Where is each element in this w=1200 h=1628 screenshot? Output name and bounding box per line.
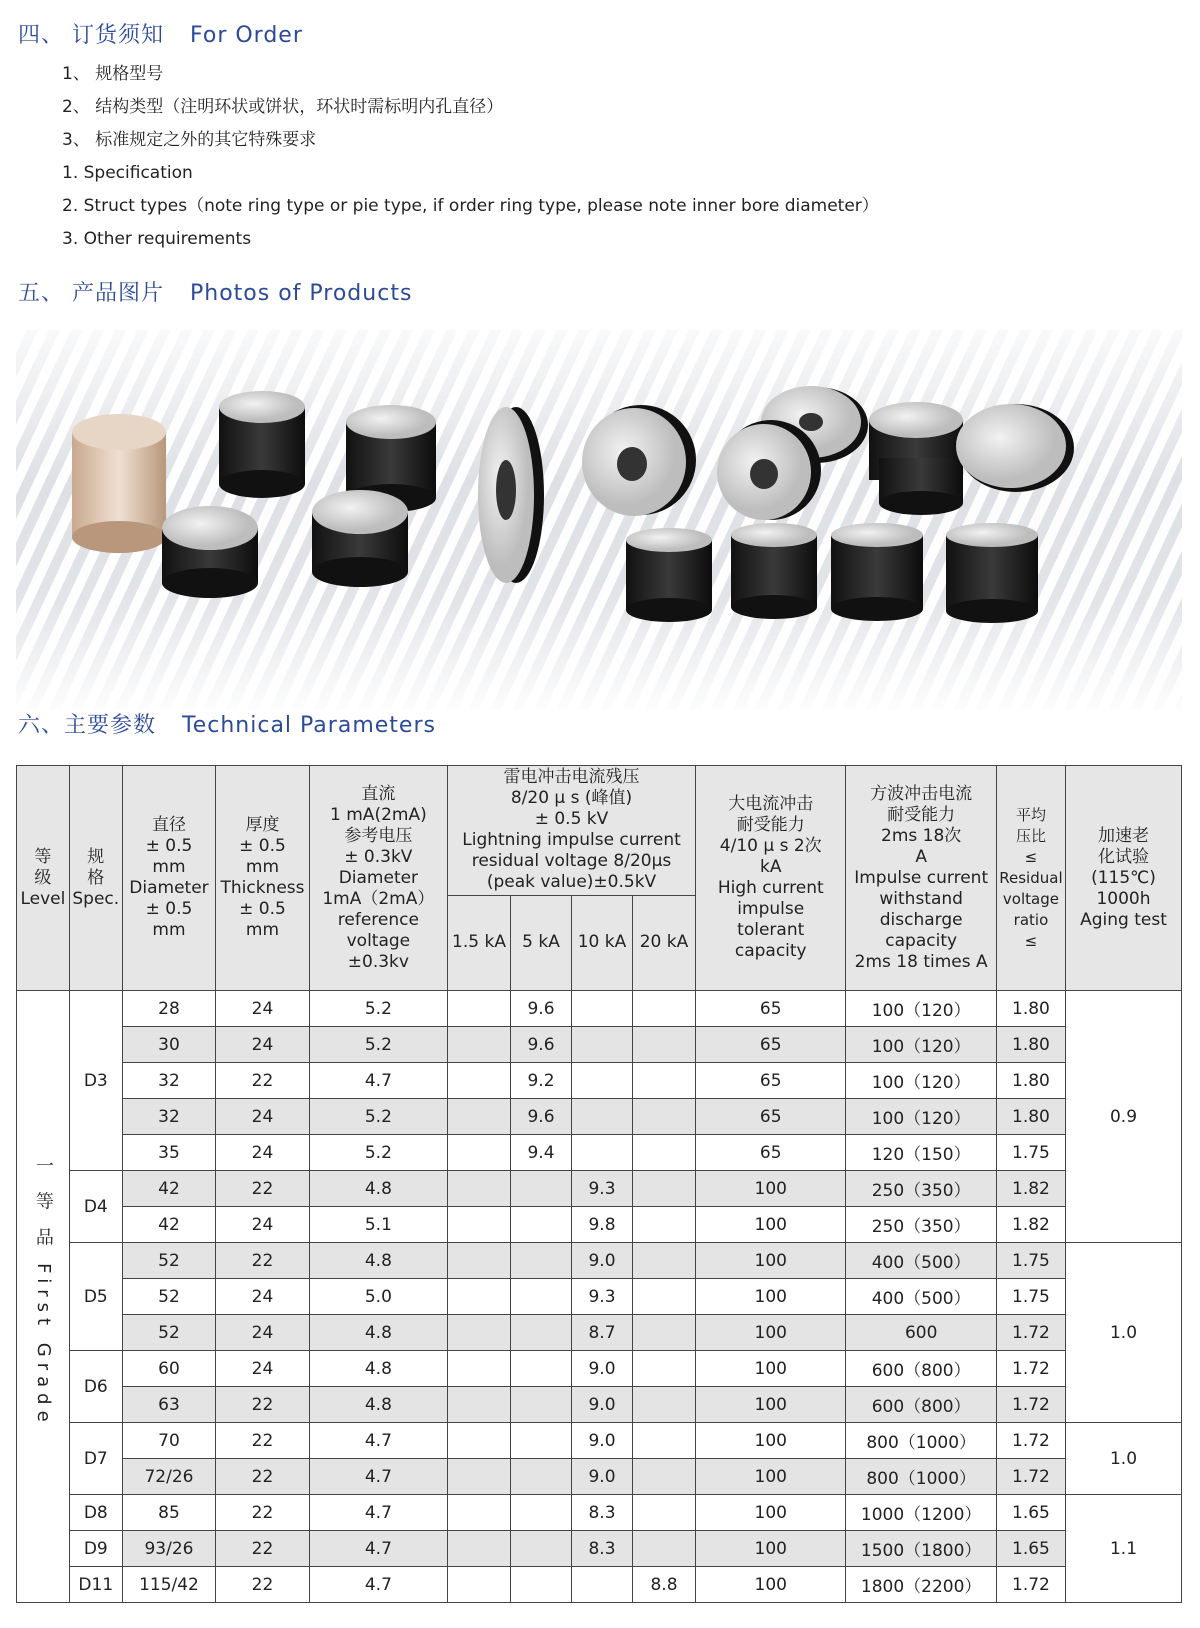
table-cell: 30 [122,1027,216,1063]
header-diameter [122,766,216,991]
spec-cell: D8 [69,1495,122,1531]
table-cell [632,1531,695,1567]
table-row [17,1567,1182,1603]
header-10ka: 10 kA [572,895,633,990]
header-line: Aging test [1080,909,1167,930]
table-cell: 4.7 [309,1459,447,1495]
header-line: ± 0.5 kV [534,809,609,830]
header-line: ± 0.5 [145,836,193,856]
table-cell [448,1351,511,1387]
table-cell: 52 [122,1279,216,1315]
list-item: 3. Other requirements [62,229,252,249]
table-cell: 52 [122,1315,216,1351]
list-item: 3、 标准规定之外的其它特殊要求 [62,130,317,150]
table-row [17,1351,1182,1387]
header-line: Diameter [129,878,209,898]
header-20ka: 20 kA [632,895,695,990]
header-line: 压比 [1015,826,1046,845]
table-cell [448,1099,511,1135]
table-cell: 800（1000） [846,1459,996,1495]
header-line: capacity [885,930,958,951]
table-cell: 1.75 [996,1135,1065,1171]
table-cell: 5.2 [309,1099,447,1135]
order-title-en: For Order [190,23,303,48]
list-item: 1、 规格型号 [62,64,164,84]
header-line: 等 [34,846,52,867]
header-line: kA [759,857,782,877]
header-level [17,766,70,991]
table-cell [511,1243,572,1279]
table-cell: 22 [216,1423,310,1459]
spec-cell: D4 [69,1171,122,1243]
table-row [17,1531,1182,1567]
header-line: 大电流冲击 [728,794,814,814]
table-cell: 1.65 [996,1531,1065,1567]
table-cell [448,1063,511,1099]
table-cell: 24 [216,1279,310,1315]
header-line: A [915,846,927,867]
header-line: 耐受能力 [736,815,805,835]
spec-cell: D6 [69,1351,122,1423]
header-1-5ka: 1.5 kA [448,895,511,990]
table-row [17,1279,1182,1315]
table-cell: 4.8 [309,1243,447,1279]
header-line: residual voltage 8/20μs [471,851,672,872]
header-line: 耐受能力 [887,804,956,825]
order-list [62,58,879,256]
table-cell [511,1315,572,1351]
table-cell: 1.82 [996,1171,1065,1207]
table-row [17,1459,1182,1495]
table-cell: 100 [696,1279,846,1315]
table-cell: 65 [696,1027,846,1063]
table-cell [632,1063,695,1099]
table-cell: 1.65 [996,1495,1065,1531]
table-cell: 100（120） [846,991,996,1027]
header-line: Diameter [338,867,419,888]
table-cell: 1.82 [996,1207,1065,1243]
table-cell: 9.6 [511,991,572,1027]
aging-cell: 1.0 [1066,1423,1182,1495]
table-cell: 100（120） [846,1063,996,1099]
header-aging [1066,766,1182,991]
table-cell [572,1135,633,1171]
table-cell [572,1099,633,1135]
table-row [17,1423,1182,1459]
table-cell: 4.7 [309,1063,447,1099]
table-cell: 22 [216,1171,310,1207]
table-cell: 5.2 [309,1135,447,1171]
header-line: 8/20 μ s (峰值) [510,788,633,809]
table-cell: 1800（2200） [846,1567,996,1603]
header-line: 雷电冲击电流残压 [503,767,640,788]
table-cell [448,1207,511,1243]
table-cell: 100 [696,1315,846,1351]
table-cell: 100 [696,1171,846,1207]
header-high-current [696,766,846,991]
table-cell: 8.3 [572,1495,633,1531]
table-cell: 9.4 [511,1135,572,1171]
header-line: 直径 [151,815,186,835]
level-label: 一 等 品 First Grade [32,1156,54,1428]
table-cell: 32 [122,1063,216,1099]
photos-title-cn: 五、 产品图片 [18,281,164,306]
table-cell: 22 [216,1567,310,1603]
table-cell: 8.8 [632,1567,695,1603]
table-cell: 65 [696,1099,846,1135]
header-line: 直流 [361,783,396,804]
header-line: withstand [879,888,963,909]
table-cell: 52 [122,1243,216,1279]
table-cell: 24 [216,1027,310,1063]
header-line: capacity [734,941,807,961]
list-item: 2. Struct types（note ring type or pie type, if order ring type, please note inner bore diameter） [62,196,879,216]
table-row [17,1135,1182,1171]
list-item: 1. Specification [62,163,193,183]
table-row [17,1027,1182,1063]
table-cell: 400（500） [846,1243,996,1279]
table-cell [572,1567,633,1603]
table-row [17,1099,1182,1135]
header-line: ±0.3kv [347,951,409,972]
table-cell: 1500（1800） [846,1531,996,1567]
table-cell: 22 [216,1459,310,1495]
product-photo-illustration [16,380,1182,710]
header-line: 2ms 18 times A [854,951,988,972]
table-cell [448,1495,511,1531]
header-ratio [996,766,1065,991]
table-cell [448,1171,511,1207]
table-cell: 1.80 [996,1099,1065,1135]
table-cell [572,991,633,1027]
table-cell: 100 [696,1351,846,1387]
table-cell: 115/42 [122,1567,216,1603]
table-cell: 4.8 [309,1351,447,1387]
spec-cell: D7 [69,1423,122,1495]
header-line: 级 [34,867,52,888]
table-cell: 1.75 [996,1243,1065,1279]
table-cell: 5.2 [309,991,447,1027]
table-cell [572,1027,633,1063]
table-cell: 5.2 [309,1027,447,1063]
table-cell: 70 [122,1423,216,1459]
table-cell: 100 [696,1423,846,1459]
header-line: ± 0.5 [239,836,286,856]
table-cell: 1.75 [996,1279,1065,1315]
table-cell: 9.0 [572,1351,633,1387]
header-line: 平均 [1015,805,1046,824]
table-cell: 1.72 [996,1387,1065,1423]
header-line: 4/10 μ s 2次 [719,836,822,856]
table-cell: 22 [216,1531,310,1567]
header-line: Thickness [220,878,305,898]
aging-cell: 0.9 [1066,991,1182,1243]
table-cell [632,1423,695,1459]
table-cell: 5.1 [309,1207,447,1243]
table-cell: 9.3 [572,1279,633,1315]
header-line: ± 0.5 [239,899,286,919]
header-line: 方波冲击电流 [870,783,973,804]
table-cell: 24 [216,1351,310,1387]
header-line: ratio [1013,910,1049,929]
header-line: ± 0.3kV [344,846,413,867]
list-item: 2、 结构类型（注明环状或饼状，环状时需标明内孔直径） [62,97,504,117]
table-row [17,1171,1182,1207]
header-line: tolerant [737,920,805,940]
order-section-title [18,18,303,49]
header-spec [69,766,122,991]
header-line: mm [245,920,280,940]
table-cell: 1.72 [996,1351,1065,1387]
table-cell [448,1567,511,1603]
header-dc-voltage [309,766,447,991]
header-line: Spec. [72,888,120,909]
table-cell [632,1279,695,1315]
header-line: Residual [999,868,1063,887]
table-cell: 65 [696,1063,846,1099]
table-cell [448,991,511,1027]
header-line: Impulse current [854,867,989,888]
table-cell: 24 [216,1315,310,1351]
table-cell: 1.72 [996,1423,1065,1459]
header-line: 格 [87,867,105,888]
table-cell: 35 [122,1135,216,1171]
table-cell: 1000（1200） [846,1495,996,1531]
spec-cell: D11 [69,1567,122,1603]
table-cell [448,1135,511,1171]
table-cell [511,1495,572,1531]
table-cell [511,1567,572,1603]
header-line: ≤ [1024,847,1038,866]
table-cell: 85 [122,1495,216,1531]
table-cell [448,1243,511,1279]
table-row [17,1243,1182,1279]
table-cell: 1.80 [996,991,1065,1027]
table-cell: 4.7 [309,1567,447,1603]
table-cell [632,1135,695,1171]
table-cell: 28 [122,991,216,1027]
table-cell [632,1207,695,1243]
table-cell [511,1459,572,1495]
table-cell: 22 [216,1495,310,1531]
header-line: impulse [737,899,805,919]
table-cell: 72/26 [122,1459,216,1495]
header-line: Level [20,888,66,909]
table-cell: 1.72 [996,1315,1065,1351]
table-cell: 5.0 [309,1279,447,1315]
header-line: 化试验 [1098,846,1149,867]
photos-section-title [18,276,412,307]
header-line: voltage [1002,889,1059,908]
header-line: discharge [879,909,963,930]
table-cell [511,1207,572,1243]
table-cell [632,1459,695,1495]
table-cell: 100 [696,1531,846,1567]
table-cell [448,1387,511,1423]
table-cell: 800（1000） [846,1423,996,1459]
header-square-wave [846,766,996,991]
table-cell: 65 [696,991,846,1027]
header-5ka: 5 kA [511,895,572,990]
table-cell: 9.6 [511,1099,572,1135]
table-cell: 100 [696,1207,846,1243]
table-cell [511,1351,572,1387]
table-cell: 9.0 [572,1387,633,1423]
header-line: Lightning impulse current [462,830,681,851]
table-cell: 93/26 [122,1531,216,1567]
table-cell: 100 [696,1495,846,1531]
table-cell: 22 [216,1387,310,1423]
table-cell: 8.7 [572,1315,633,1351]
table-cell: 1.80 [996,1063,1065,1099]
table-cell: 22 [216,1243,310,1279]
photos-title-en: Photos of Products [190,281,413,306]
table-cell: 1.72 [996,1567,1065,1603]
table-cell: 9.8 [572,1207,633,1243]
params-title-en: Technical Parameters [182,713,436,738]
table-cell [511,1171,572,1207]
header-line: voltage [346,930,411,951]
table-cell [632,1243,695,1279]
header-lightning [448,766,696,896]
spec-cell: D5 [69,1243,122,1351]
table-cell [511,1279,572,1315]
table-cell [632,1027,695,1063]
table-cell: 100（120） [846,1027,996,1063]
table-cell: 120（150） [846,1135,996,1171]
table-cell [448,1423,511,1459]
table-cell: 9.0 [572,1423,633,1459]
table-cell: 100 [696,1567,846,1603]
table-cell [632,1315,695,1351]
table-cell [511,1387,572,1423]
table-cell [632,1099,695,1135]
table-cell: 100 [696,1243,846,1279]
spec-cell: D9 [69,1531,122,1567]
header-line: 1000h [1096,888,1151,909]
table-cell [448,1279,511,1315]
header-line: mm [152,920,186,940]
table-cell: 400（500） [846,1279,996,1315]
table-cell: 4.7 [309,1531,447,1567]
table-cell [448,1531,511,1567]
table-cell: 4.7 [309,1495,447,1531]
table-cell: 42 [122,1171,216,1207]
header-line: 规 [87,846,105,867]
aging-cell: 1.1 [1066,1495,1182,1603]
table-cell [632,991,695,1027]
header-line: mm [245,857,280,877]
params-section-title [18,708,436,739]
header-line: ± 0.5 [145,899,193,919]
header-line: 1 mA(2mA) [330,804,427,825]
table-cell: 9.2 [511,1063,572,1099]
table-cell [511,1423,572,1459]
table-row [17,1315,1182,1351]
header-line: reference [337,909,419,930]
header-line: 加速老 [1098,825,1149,846]
table-cell: 4.8 [309,1315,447,1351]
table-cell: 32 [122,1099,216,1135]
table-cell: 63 [122,1387,216,1423]
header-line: (peak value)±0.5kV [486,872,657,893]
level-cell [17,991,70,1603]
table-cell: 4.8 [309,1171,447,1207]
table-cell [632,1171,695,1207]
table-cell: 250（350） [846,1171,996,1207]
table-cell [632,1351,695,1387]
table-cell: 1.72 [996,1459,1065,1495]
table-row [17,1495,1182,1531]
header-line: ≤ [1024,931,1038,950]
table-row [17,1207,1182,1243]
table-cell [448,1315,511,1351]
table-cell: 24 [216,1135,310,1171]
header-line: 厚度 [245,815,280,835]
table-row [17,1063,1182,1099]
spec-cell: D3 [69,991,122,1171]
table-cell [448,1459,511,1495]
header-line: High current [717,878,824,898]
header-line: mm [152,857,186,877]
table-cell [511,1531,572,1567]
table-cell: 100（120） [846,1099,996,1135]
table-cell: 24 [216,1099,310,1135]
header-thickness [216,766,310,991]
table-cell: 42 [122,1207,216,1243]
table-cell: 22 [216,1063,310,1099]
header-line: 2ms 18次 [881,825,962,846]
table-cell: 24 [216,991,310,1027]
table-cell: 600 [846,1315,996,1351]
table-cell: 9.3 [572,1171,633,1207]
header-line: (115℃) [1091,867,1156,888]
parameters-table [16,765,1182,1603]
table-cell: 600（800） [846,1387,996,1423]
table-cell: 1.80 [996,1027,1065,1063]
header-line: 1mA（2mA） [322,888,435,909]
order-title-cn: 四、 订货须知 [18,23,164,48]
table-cell: 250（350） [846,1207,996,1243]
table-cell: 65 [696,1135,846,1171]
table-cell: 100 [696,1387,846,1423]
table-cell: 9.0 [572,1243,633,1279]
table-cell: 4.7 [309,1423,447,1459]
table-cell: 4.8 [309,1387,447,1423]
aging-cell: 1.0 [1066,1243,1182,1423]
table-cell: 9.0 [572,1459,633,1495]
header-line: 参考电压 [344,825,413,846]
table-row [17,1387,1182,1423]
params-title-cn: 六、主要参数 [18,713,157,738]
table-cell: 8.3 [572,1531,633,1567]
table-cell: 9.6 [511,1027,572,1063]
table-cell [572,1063,633,1099]
table-cell: 600（800） [846,1351,996,1387]
table-cell: 100 [696,1459,846,1495]
table-cell [632,1495,695,1531]
table-cell [632,1387,695,1423]
table-cell [448,1027,511,1063]
table-cell: 24 [216,1207,310,1243]
table-cell: 60 [122,1351,216,1387]
